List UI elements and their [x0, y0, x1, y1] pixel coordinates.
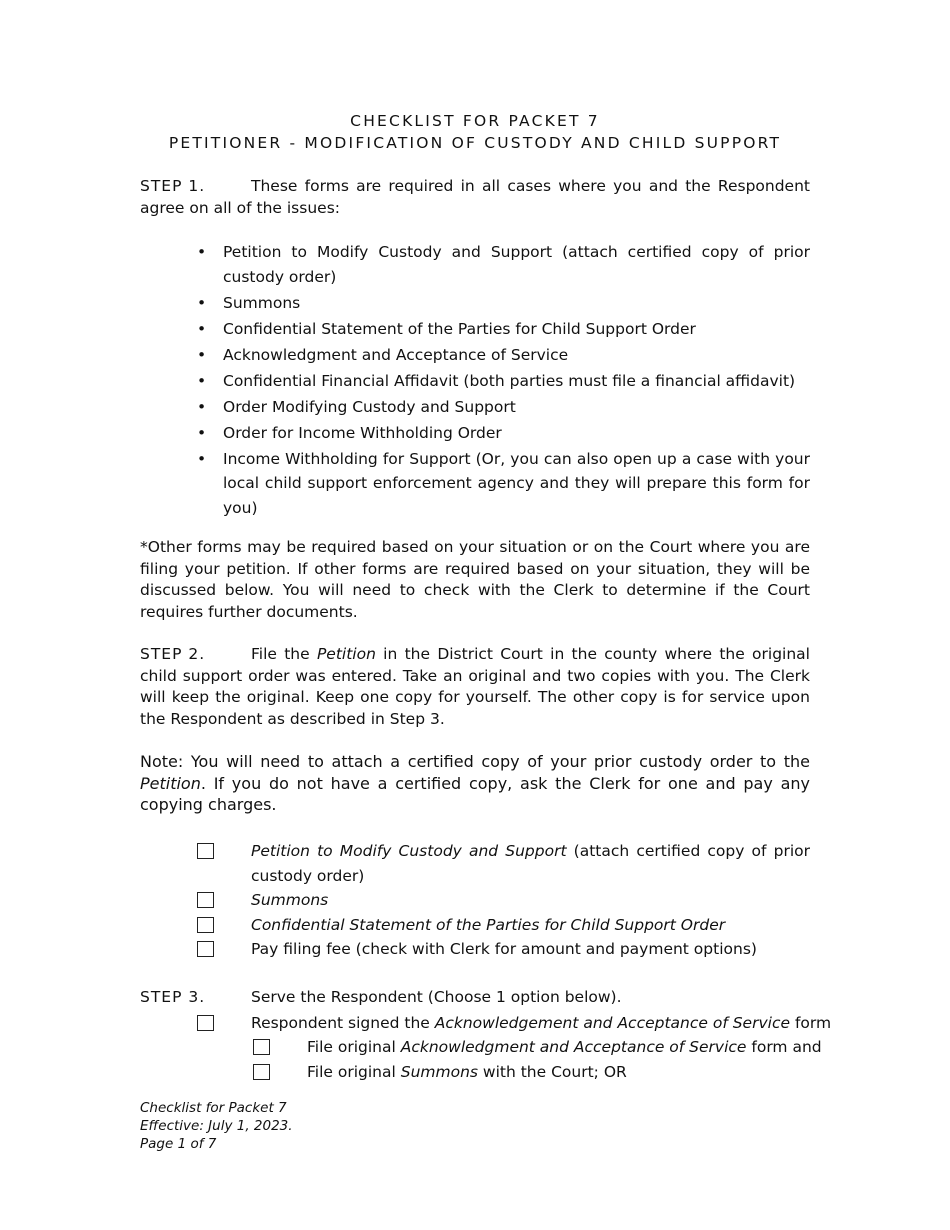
step2-note: Note: You will need to attach a certified copy of your prior custody order to the Petition. If you do not have a certified copy, ask the Clerk for one and pay any copying charges.: [140, 752, 810, 814]
checkbox-file-summons[interactable]: [253, 1064, 270, 1080]
checkbox-petition[interactable]: [197, 843, 214, 859]
bullet-icon: •: [197, 423, 207, 442]
bullet-icon: •: [197, 293, 207, 312]
document-subtitle: PETITIONER - MODIFICATION OF CUSTODY AND CHILD SUPPORT: [168, 134, 782, 152]
step3-option-acknowledgement: Respondent signed the Acknowledgement and Acceptance of Service form: [251, 1014, 832, 1032]
step3-sub-file-summons: File original Summons with the Court; OR: [307, 1063, 627, 1081]
step1-paragraph: [140, 176, 810, 219]
list-item: • Confidential Financial Affidavit (both parties must file a financial affidavit): [195, 369, 810, 394]
step2-label: STEP 2.: [140, 645, 206, 663]
bullet-icon: •: [197, 345, 207, 364]
page-footer: [140, 1099, 293, 1153]
step1-label: STEP 1.: [140, 177, 206, 195]
bullet-icon: •: [197, 371, 207, 390]
checkbox-confidential-statement[interactable]: [197, 917, 214, 933]
list-item: • Order for Income Withholding Order: [195, 421, 810, 446]
bullet-icon: •: [197, 319, 207, 338]
checklist-item-filing-fee: Pay filing fee (check with Clerk for amount and payment options): [251, 940, 757, 958]
bullet-icon: •: [197, 397, 207, 416]
footer-packet-name: Checklist for Packet 7: [140, 1100, 287, 1116]
step1-form-list: [195, 240, 810, 522]
bullet-icon: •: [197, 243, 207, 261]
document-title: CHECKLIST FOR PACKET 7: [350, 112, 600, 130]
checklist-item-petition: Petition to Modify Custody and Support (attach certified copy of prior custody order): [251, 842, 811, 885]
list-item: • Order Modifying Custody and Support: [195, 395, 810, 420]
checkbox-summons[interactable]: [197, 892, 214, 908]
step3-paragraph: STEP 3. Serve the Respondent (Choose 1 option below).: [140, 987, 810, 1009]
list-item: • Petition to Modify Custody and Support (attach certified copy of prior custody order): [195, 240, 810, 289]
step3-label: STEP 3.: [140, 988, 206, 1006]
step1-text: These forms are required in all cases where you and the Respondent agree on all of the issues:: [140, 177, 810, 217]
list-item: • Income Withholding for Support (Or, you can also open up a case with your local child support enforcement agency and they will prepare this form for you): [195, 447, 810, 521]
bullet-icon: •: [197, 449, 207, 468]
other-forms-note: *Other forms may be required based on your situation or on the Court where you are filing your petition. If other forms are required based on your situation, they will be discussed below. You will need to check with the Clerk to determine if the Court requires further documents.: [140, 538, 810, 621]
list-item: • Summons: [195, 291, 810, 316]
checklist-item-summons: Summons: [251, 891, 329, 909]
checkbox-filing-fee[interactable]: [197, 941, 214, 957]
checklist-item-confidential-statement: Confidential Statement of the Parties for Child Support Order: [251, 916, 726, 934]
checkbox-file-acknowledgment[interactable]: [253, 1039, 270, 1055]
checkbox-acknowledgement-option[interactable]: [197, 1015, 214, 1031]
step3-sub-file-acknowledgment: File original Acknowledgment and Acceptance of Service form and: [307, 1038, 822, 1056]
step2-paragraph: STEP 2. File the Petition in the District Court in the county where the original child support order was entered. Take an original and two copies with you. The Clerk will keep the original. Keep one copy for yourself. The other copy is for service upon the Respondent as described in Step 3.: [140, 645, 810, 728]
list-item: • Confidential Statement of the Parties for Child Support Order: [195, 317, 810, 342]
footer-effective-date: Effective: July 1, 2023.: [140, 1118, 293, 1134]
footer-page-number: Page 1 of 7: [140, 1136, 217, 1152]
list-item: • Acknowledgment and Acceptance of Service: [195, 343, 810, 368]
